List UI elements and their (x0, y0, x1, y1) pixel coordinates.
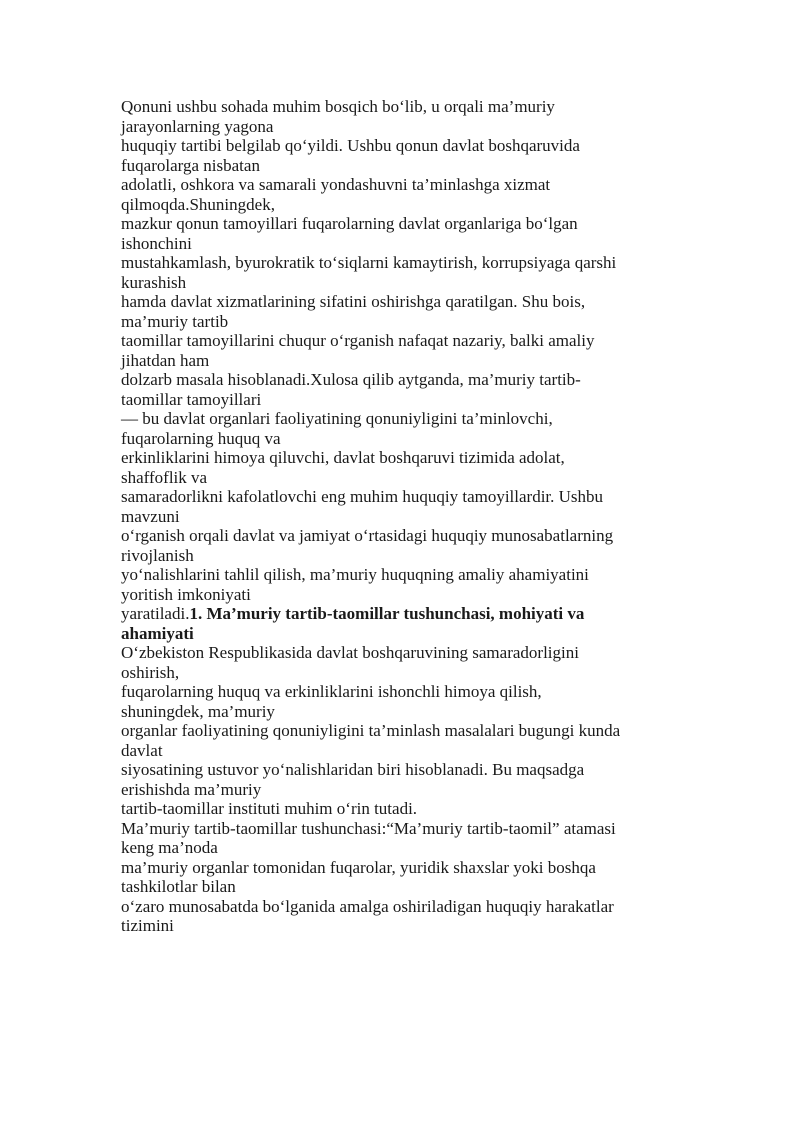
text-line: rivojlanish (121, 545, 194, 565)
text-line: taomillar tamoyillarini chuqur o‘rganish nafaqat nazariy, balki amaliy (121, 331, 595, 350)
text-line: o‘rganish orqali davlat va jamiyat o‘rtasidagi huquqiy munosabatlarning (121, 526, 614, 545)
text-line: o‘zaro munosabatda bo‘lganida amalga oshiriladigan huquqiy harakatlar (121, 896, 614, 916)
text-line: keng ma’noda (121, 838, 218, 857)
text-line: yoritish imkoniyati (121, 584, 251, 604)
text-line: tartib-taomillar instituti muhim o‘rin tutadi. (121, 799, 418, 818)
text-line: taomillar tamoyillari (121, 389, 262, 409)
text-line: jihatdan ham (121, 350, 210, 370)
text-line: oshirish, (121, 662, 180, 682)
text-line: adolatli, oshkora va samarali yondashuvni ta’minlashga xizmat (121, 175, 551, 194)
text-line: dolzarb masala hisoblanadi.Xulosa qilib aytganda, ma’muriy tartib- (121, 370, 581, 389)
text-line: mavzuni (121, 506, 180, 526)
text-line: ma’muriy tartib (121, 311, 229, 331)
text-line: jarayonlarning yagona (121, 116, 274, 136)
text-run: yaratiladi. (121, 604, 190, 623)
text-line: Qonuni ushbu sohada muhim bosqich bo‘lib, u orqali ma’muriy (121, 97, 555, 116)
text-line: erkinliklarini himoya qiluvchi, davlat boshqaruvi tizimida adolat, (121, 448, 565, 467)
section-heading-continued: ahamiyati (121, 623, 194, 643)
text-line: tashkilotlar bilan (121, 877, 236, 896)
text-line: kurashish (121, 272, 187, 292)
text-line: O‘zbekiston Respublikasida davlat boshqaruvining samaradorligini (121, 643, 579, 662)
text-line: shaffoflik va (121, 467, 208, 487)
text-line: siyosatining ustuvor yo‘nalishlaridan biri hisoblanadi. Bu maqsadga (121, 760, 585, 779)
document-body (121, 97, 681, 936)
text-line: tizimini (121, 916, 174, 935)
text-line: — bu davlat organlari faoliyatining qonuniyligini ta’minlovchi, (121, 409, 553, 428)
text-line: huquqiy tartibi belgilab qo‘yildi. Ushbu qonun davlat boshqaruvida (121, 136, 580, 155)
section-heading: 1. Ma’muriy tartib-taomillar tushunchasi, mohiyati va (189, 604, 585, 623)
text-line: erishishda ma’muriy (121, 779, 262, 799)
text-line: mustahkamlash, byurokratik to‘siqlarni kamaytirish, korrupsiyaga qarshi (121, 253, 617, 272)
text-line: fuqarolarga nisbatan (121, 155, 260, 175)
text-line: fuqarolarning huquq va erkinliklarini ishonchli himoya qilish, (121, 682, 542, 701)
text-line: ishonchini (121, 233, 192, 253)
text-line: shuningdek, ma’muriy (121, 701, 275, 721)
text-line: mazkur qonun tamoyillari fuqarolarning davlat organlariga bo‘lgan (121, 214, 578, 233)
text-line: davlat (121, 740, 163, 760)
section-heading-line (121, 604, 681, 624)
text-line: qilmoqda.Shuningdek, (121, 194, 275, 214)
text-line: hamda davlat xizmatlarining sifatini oshirishga qaratilgan. Shu bois, (121, 292, 586, 311)
text-line: fuqarolarning huquq va (121, 428, 281, 448)
text-line: yo‘nalishlarini tahlil qilish, ma’muriy huquqning amaliy ahamiyatini (121, 565, 589, 584)
text-line: samaradorlikni kafolatlovchi eng muhim huquqiy tamoyillardir. Ushbu (121, 487, 604, 506)
text-line: ma’muriy organlar tomonidan fuqarolar, yuridik shaxslar yoki boshqa (121, 857, 596, 877)
text-line: organlar faoliyatining qonuniyligini ta’minlash masalalari bugungi kunda (121, 721, 621, 740)
text-line: Ma’muriy tartib-taomillar tushunchasi:“Ma’muriy tartib-taomil” atamasi (121, 818, 616, 838)
